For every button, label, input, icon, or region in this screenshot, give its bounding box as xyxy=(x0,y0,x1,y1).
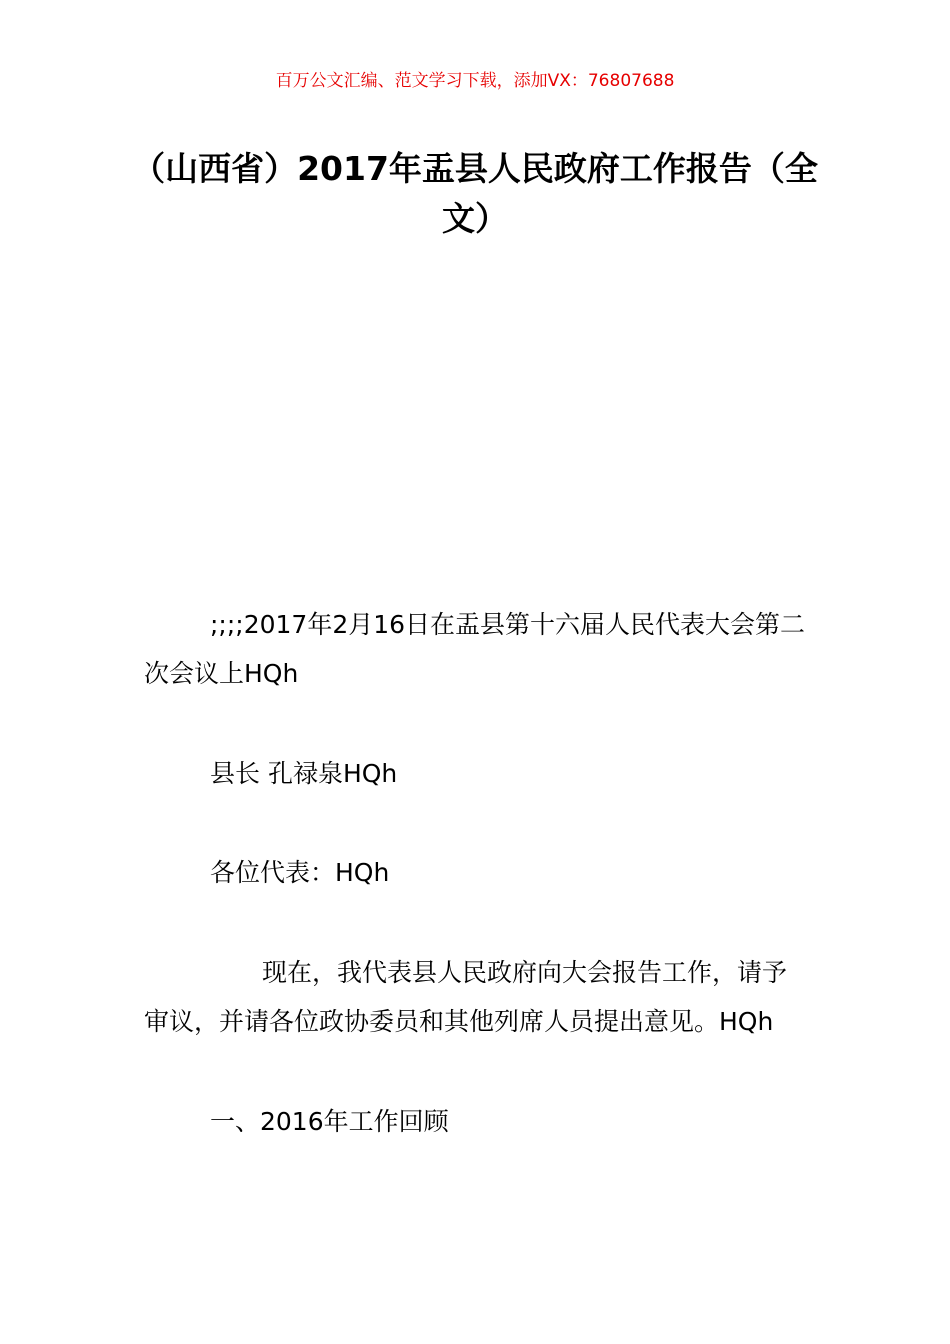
greeting-line: 各位代表：HQh xyxy=(210,858,390,887)
speaker-line: 县长 孔禄泉HQh xyxy=(210,759,398,788)
document-title: （山西省）2017年盂县人民政府工作报告（全文） xyxy=(132,149,818,238)
header-watermark-line: 百万公文汇编、范文学习下载，添加VX：76807688 xyxy=(275,71,675,91)
intro-paragraph: 现在，我代表县人民政府向大会报告工作，请予审议，并请各位政协委员和其他列席人员提出意见。HQh xyxy=(144,958,788,1036)
meeting-info-paragraph: ;;;;2017年2月16日在盂县第十六届人民代表大会第二次会议上HQh xyxy=(144,610,806,688)
section-heading: 一、2016年工作回顾 xyxy=(210,1107,449,1136)
